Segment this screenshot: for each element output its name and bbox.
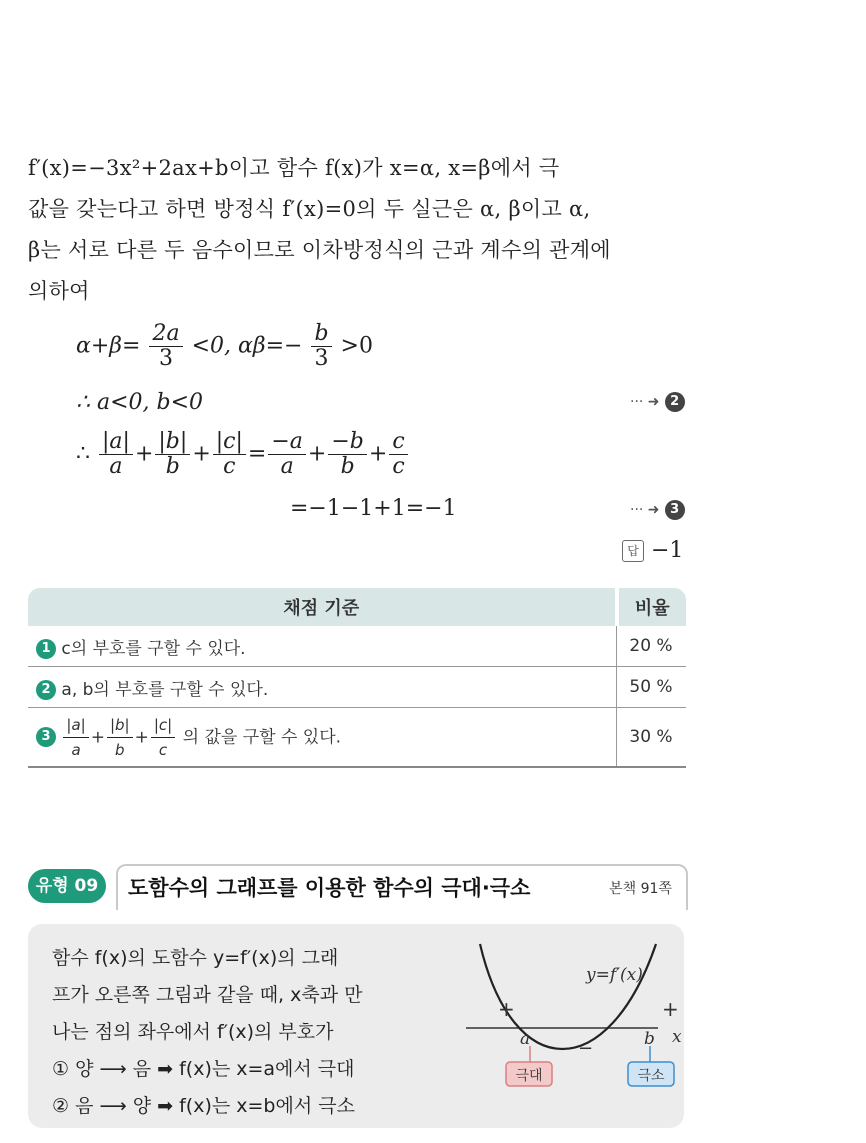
frac-den: a: [71, 740, 81, 759]
step-arrow: ··· ➜: [630, 394, 660, 410]
eq1-fraction-1: [149, 322, 182, 371]
step-marker-2: [630, 391, 685, 412]
eq3-frac-b: [155, 430, 190, 479]
eq3-frac-c: [213, 430, 246, 479]
frac-den: c: [392, 454, 405, 479]
sign-plus-left: +: [498, 997, 515, 1021]
criteria-text: c의 부호를 구할 수 있다.: [61, 638, 246, 659]
eq1-fraction-2: [311, 322, 331, 371]
frac-den: c: [223, 454, 236, 479]
equation-sum: ∴ $\frac{|a|}{a}$ + $\frac{|b|}{b}$ + $\frac{|c|}{c}$ = $\frac{-a}{a}$ + $\frac{-b}{b}$ + $\frac{c}{c}$: [76, 430, 410, 479]
frac-den: b: [115, 740, 125, 759]
step-arrow: ··· ➜: [630, 502, 660, 518]
answer-value: −1: [651, 538, 684, 563]
criteria-frac-b: [107, 713, 133, 762]
ratio-cell: 30 %: [617, 708, 687, 768]
scoring-table: [28, 588, 686, 768]
table-row: [28, 708, 686, 768]
step-marker-3: [630, 499, 685, 520]
frac-den: a: [280, 454, 294, 479]
ratio-cell: 20 %: [617, 626, 687, 667]
curve-label: y=f′(x): [586, 965, 643, 985]
criteria-cell: 3 $\frac{|a|}{a}$ + $\frac{|b|}{b}$ + $\frac{|c|}{c}$ 의 값을 구할 수 있다.: [28, 708, 617, 768]
table-header-row: [28, 588, 686, 626]
section-heading: [28, 864, 686, 910]
header-criteria: 채점 기준: [28, 588, 617, 626]
criteria-text: a, b의 부호를 구할 수 있다.: [61, 679, 269, 700]
solution-line-1: f′(x)=−3x²+2ax+b이고 함수 f(x)가 x=α, x=β에서 극: [28, 156, 560, 180]
concept-text: [52, 940, 362, 1125]
solution-line-2: 값을 갖는다고 하면 방정식 f′(x)=0의 두 실근은 α, β이고 α,: [28, 197, 591, 221]
eq1-f2-den: 3: [314, 346, 329, 371]
max-label: 극대: [515, 1068, 543, 1084]
eq3-frac-r2: [328, 430, 367, 479]
criteria-number: 2: [36, 680, 56, 700]
concept-line-5: ② 음 ⟶ 양 ➡ f(x)는 x=b에서 극소: [52, 1095, 355, 1117]
solution-line-4: 의하여: [28, 279, 90, 303]
frac-num: |b|: [107, 713, 133, 738]
sign-plus-right: +: [662, 997, 679, 1021]
eq1-f1-num: 2a: [149, 322, 182, 347]
frac-num: |c|: [151, 713, 175, 738]
table-row: [28, 667, 686, 708]
criteria-frac-a: [63, 713, 88, 762]
frac-num: |a|: [99, 430, 133, 455]
eq1-f1-den: 3: [159, 346, 174, 371]
type-badge: 유형 09: [28, 869, 106, 903]
textbook-reference: 본책 91쪽: [609, 881, 672, 897]
solution-paragraph: [28, 148, 688, 312]
derivative-graph: [458, 934, 684, 1124]
root-a-label: a: [520, 1029, 531, 1049]
x-axis-label: x: [672, 1027, 682, 1047]
frac-num: |c|: [213, 430, 246, 455]
header-ratio: 비율: [617, 588, 687, 626]
answer-icon: 답: [622, 540, 644, 562]
eq3-frac-a: [99, 430, 133, 479]
step-number-badge: 2: [665, 392, 685, 412]
criteria-number: 1: [36, 639, 56, 659]
frac-num: −a: [268, 430, 306, 455]
frac-den: c: [158, 740, 168, 759]
criteria-cell: [28, 626, 617, 667]
equation-vieta: [76, 322, 373, 371]
eq3-frac-r3: [389, 430, 407, 479]
frac-den: b: [165, 454, 180, 479]
step-number-badge: 3: [665, 500, 685, 520]
equation-result: =−1−1+1=−1: [290, 496, 457, 521]
min-label: 극소: [637, 1068, 665, 1084]
criteria-frac-c: [151, 713, 175, 762]
eq1-rhs: >0: [340, 333, 373, 359]
concept-box: [28, 924, 684, 1128]
solution-line-3: β는 서로 다른 두 음수이므로 이차방정식의 근과 계수의 관계에: [28, 238, 611, 262]
ratio-cell: 50 %: [617, 667, 687, 708]
eq3-prefix: ∴: [76, 441, 90, 467]
frac-num: −b: [328, 430, 367, 455]
section-title: 도함수의 그래프를 이용한 함수의 극대·극소: [128, 876, 531, 900]
frac-den: b: [340, 454, 355, 479]
concept-line-3: 나는 점의 좌우에서 f′(x)의 부호가: [52, 1021, 334, 1043]
criteria-text: 의 값을 구할 수 있다.: [182, 727, 342, 747]
criteria-cell: [28, 667, 617, 708]
answer: [622, 538, 683, 563]
criteria-number: 3: [36, 727, 56, 747]
sign-minus: −: [578, 1038, 594, 1059]
eq3-frac-r1: [268, 430, 306, 479]
eq1-mid: <0, αβ=−: [191, 333, 303, 359]
equation-signs-ab: ∴ a<0, b<0: [76, 390, 204, 415]
eq1-lhs: α+β=: [76, 333, 141, 359]
concept-line-4: ① 양 ⟶ 음 ➡ f(x)는 x=a에서 극대: [52, 1058, 355, 1080]
table-row: [28, 626, 686, 667]
frac-den: a: [109, 454, 123, 479]
eq1-f2-num: b: [311, 322, 331, 347]
root-b-label: b: [644, 1029, 655, 1049]
frac-num: c: [389, 430, 407, 455]
concept-line-2: 프가 오른쪽 그림과 같을 때, x축과 만: [52, 984, 363, 1006]
frac-num: |a|: [63, 713, 88, 738]
frac-num: |b|: [155, 430, 190, 455]
concept-line-1: 함수 f(x)의 도함수 y=f′(x)의 그래: [52, 947, 339, 969]
